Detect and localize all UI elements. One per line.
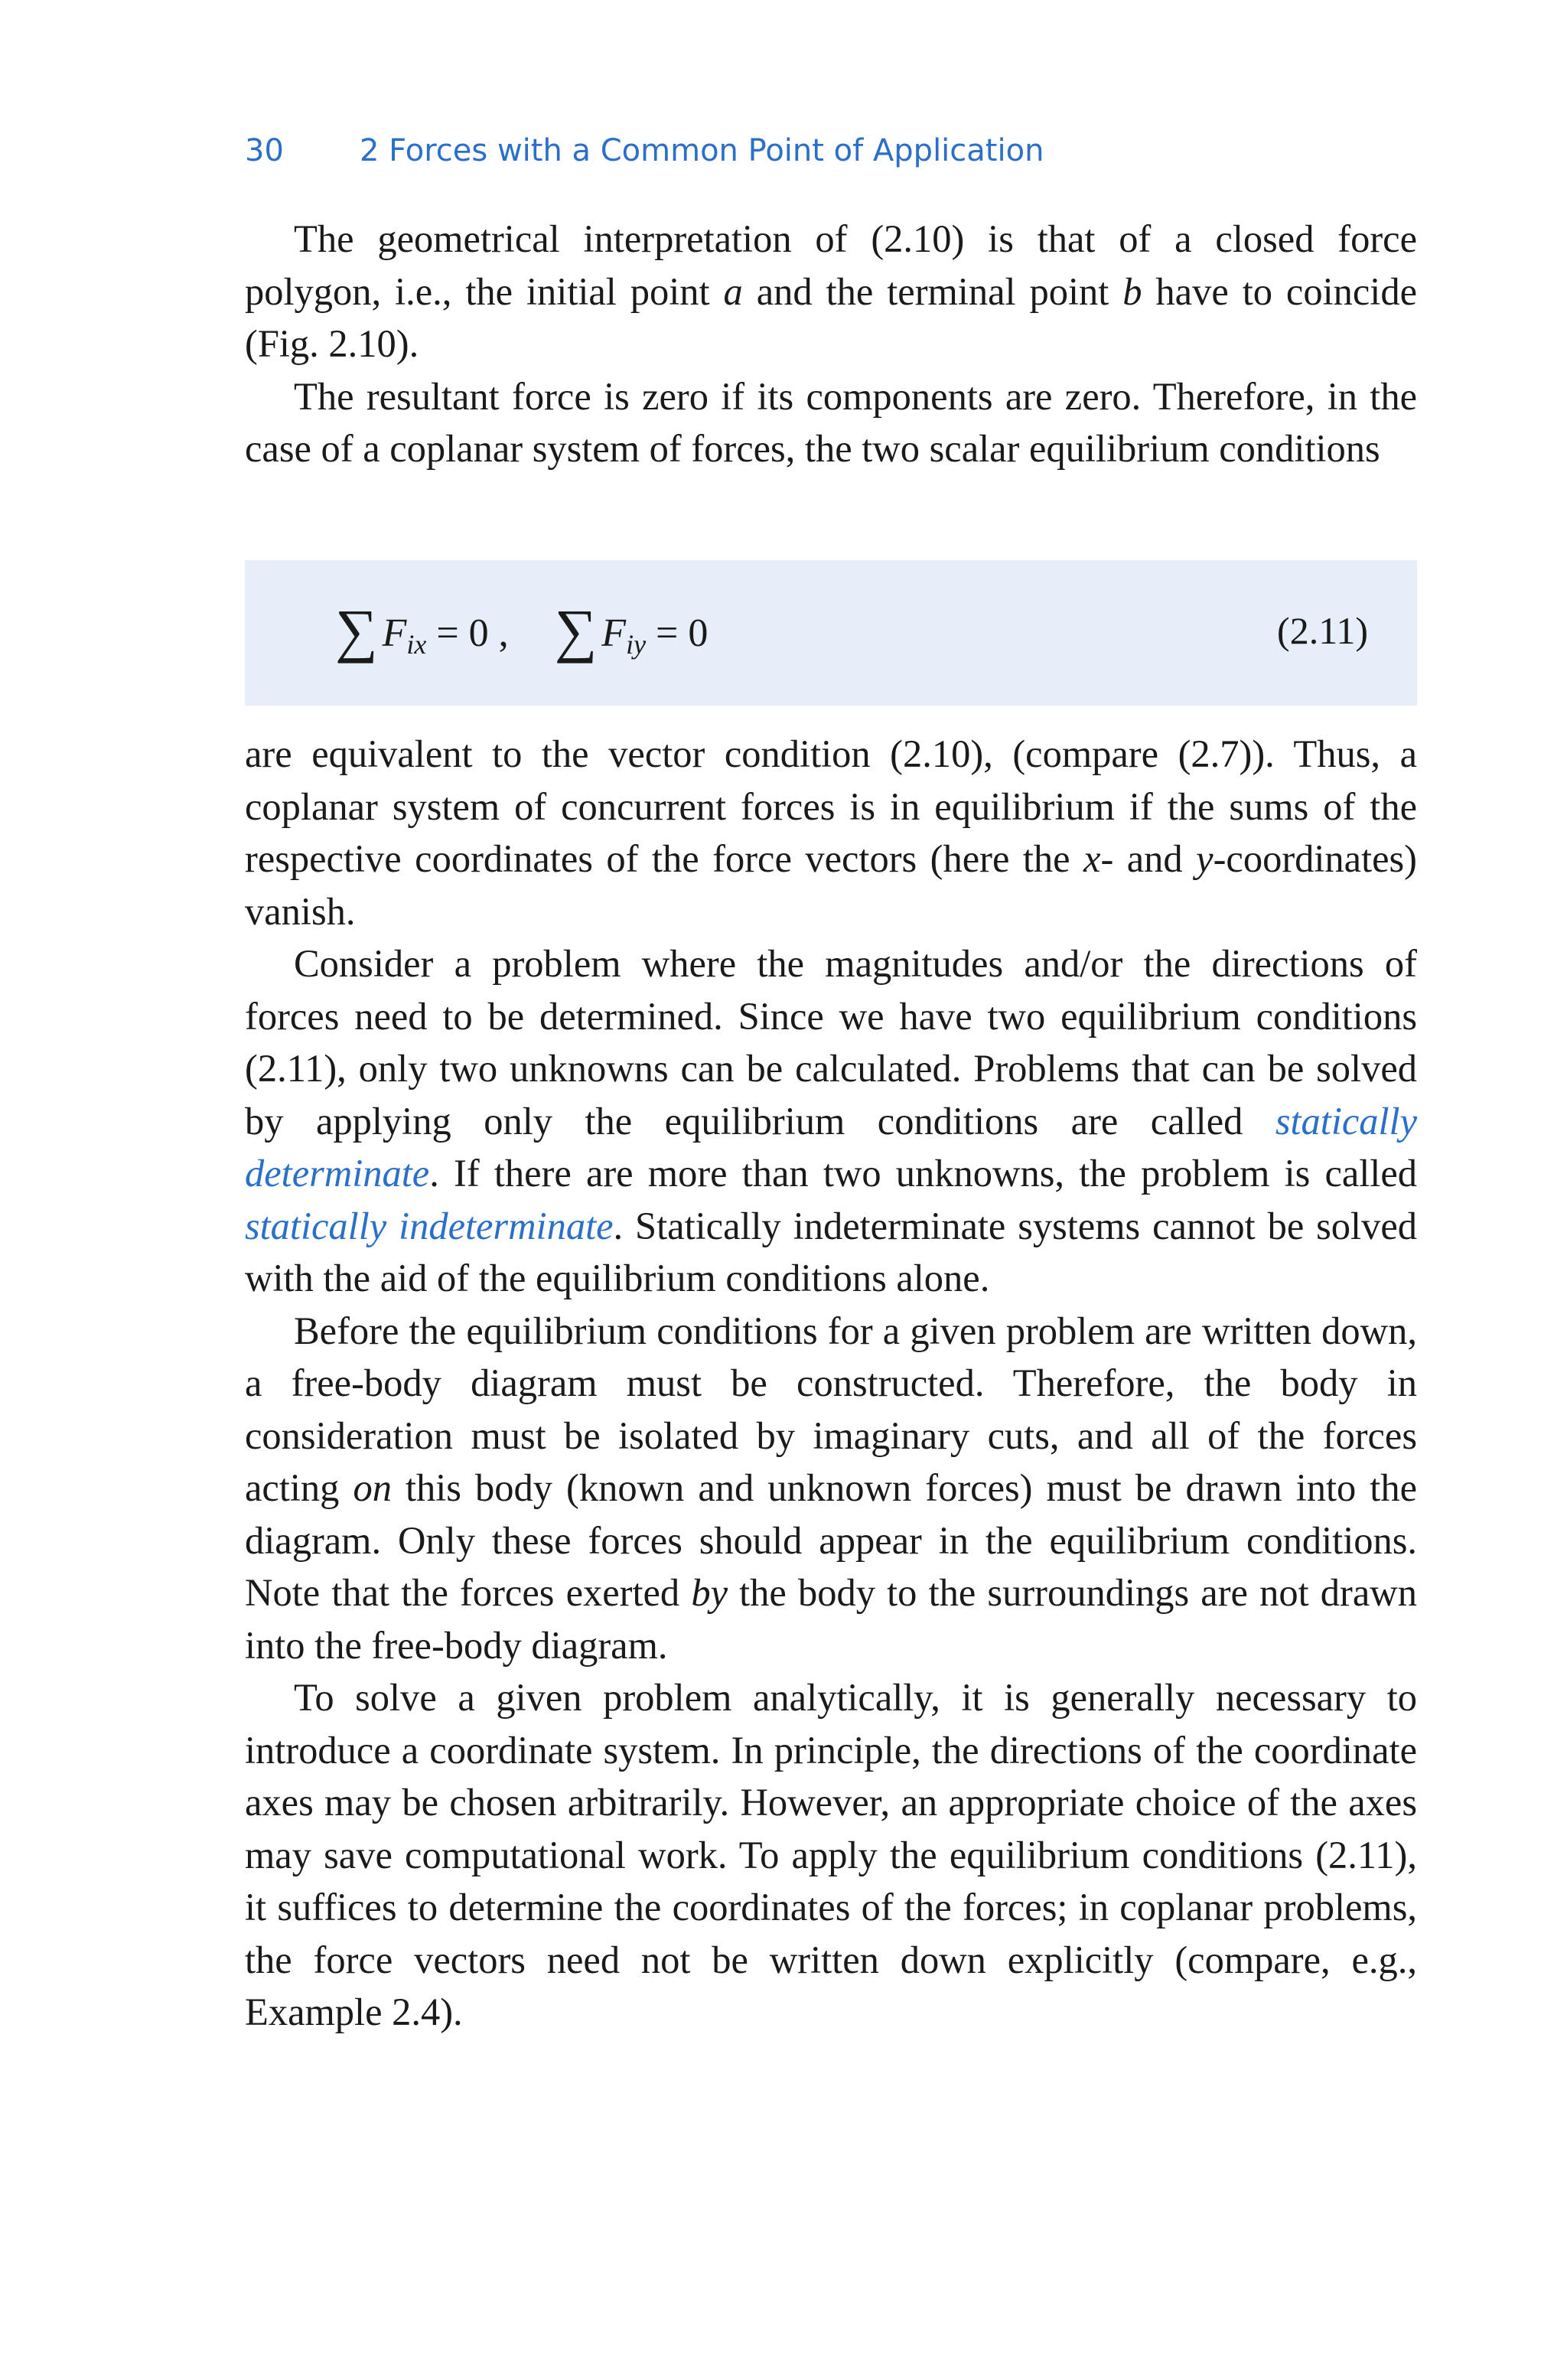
p1-text-1: The geometrical interpretation of (2.10) is that of a closed force polygon, i.e., the initial point: [245, 217, 1417, 313]
chapter-title: 2 Forces with a Common Point of Application: [360, 133, 1044, 168]
paragraph-resultant-zero: The resultant force is zero if its components are zero. Therefore, in the case of a coplanar system of forces, the two scalar equilibrium conditions: [245, 374, 1417, 470]
variable-y: y: [1196, 837, 1214, 880]
emphasis-by: by: [691, 1571, 728, 1614]
paragraph-equivalent: [245, 728, 1417, 937]
link-statically-indeterminate[interactable]: statically indeterminate: [245, 1204, 614, 1247]
p3-text-1: are equivalent to the vector condition (2.10), (compare (2.7)). Thus, a coplanar system of concurrent forces is in equilibrium if the sums of the respective coordinates of the force vectors (here the: [245, 732, 1417, 880]
p1-text-3: have to coincide (Fig. 2.10).: [245, 269, 1417, 365]
variable-b: b: [1122, 269, 1142, 313]
paragraph-force-polygon: [245, 213, 1417, 370]
p5-text-2: this body (known and unknown forces) must be drawn into the diagram. Only these forces should appear in the equilibrium conditions. Note that the forces exerted: [245, 1466, 1418, 1614]
force-symbol-2: F: [601, 611, 627, 655]
text-block-top: [245, 213, 1417, 475]
paragraph-coordinate-system: To solve a given problem analytically, it is generally necessary to introduce a coordinate system. In principle, the directions of the coordinate axes may be chosen arbitrarily. However, an appropriate choice of the axes may save computational work. To apply the equilibrium conditions (2.11), it suffices to determine the coordinates of the forces; in coplanar problems, the force vectors need not be written down explicitly (compare, e.g., Example 2.4).: [245, 1676, 1417, 2033]
paragraph-free-body-diagram: [245, 1305, 1417, 1672]
force-symbol-1: F: [382, 611, 407, 655]
p4-text-2: . If there are more than two unknowns, the problem is called: [429, 1152, 1417, 1195]
text-block-bottom: [245, 728, 1417, 2039]
p4-text-3: . Statically indeterminate systems cannot be solved with the aid of the equilibrium conditions alone.: [245, 1204, 1417, 1299]
p3-text-3: -coordinates) vanish.: [245, 837, 1418, 933]
equation-number: (2.11): [1277, 609, 1368, 652]
emphasis-on: on: [353, 1466, 392, 1509]
subscript-iy: iy: [626, 629, 647, 660]
running-head: [245, 133, 1044, 168]
sum-symbol-1: ∑: [335, 597, 378, 663]
p1-text-2: and the terminal point: [742, 269, 1123, 313]
subscript-ix: ix: [406, 629, 427, 660]
relation-1: = 0 ,: [426, 611, 509, 655]
page-number: 30: [245, 133, 284, 168]
equation-2-11: [335, 597, 709, 675]
paragraph-statically-determinate: [245, 937, 1417, 1305]
sum-symbol-2: ∑: [554, 597, 598, 663]
variable-x: x: [1083, 837, 1101, 880]
link-statically-determinate[interactable]: statically determinate: [245, 1099, 1417, 1195]
p5-text-1: Before the equilibrium conditions for a given problem are written down, a free-body diagram must be constructed. Therefore, the body in consideration must be isolated by imaginary cuts, and all of the forces acting: [245, 1309, 1417, 1509]
variable-a: a: [723, 269, 743, 313]
equation-box: [245, 560, 1417, 706]
p4-text-1: Consider a problem where the magnitudes and/or the directions of forces need to be determined. Since we have two equilibrium conditions (2.11), only two unknowns can be calculated. Problems that can be solved by applying only the equilibrium conditions are called: [245, 942, 1417, 1143]
relation-2: = 0: [646, 611, 709, 655]
p5-text-3: the body to the surroundings are not drawn into the free-body diagram.: [245, 1571, 1417, 1667]
p3-text-2: - and: [1100, 837, 1197, 880]
